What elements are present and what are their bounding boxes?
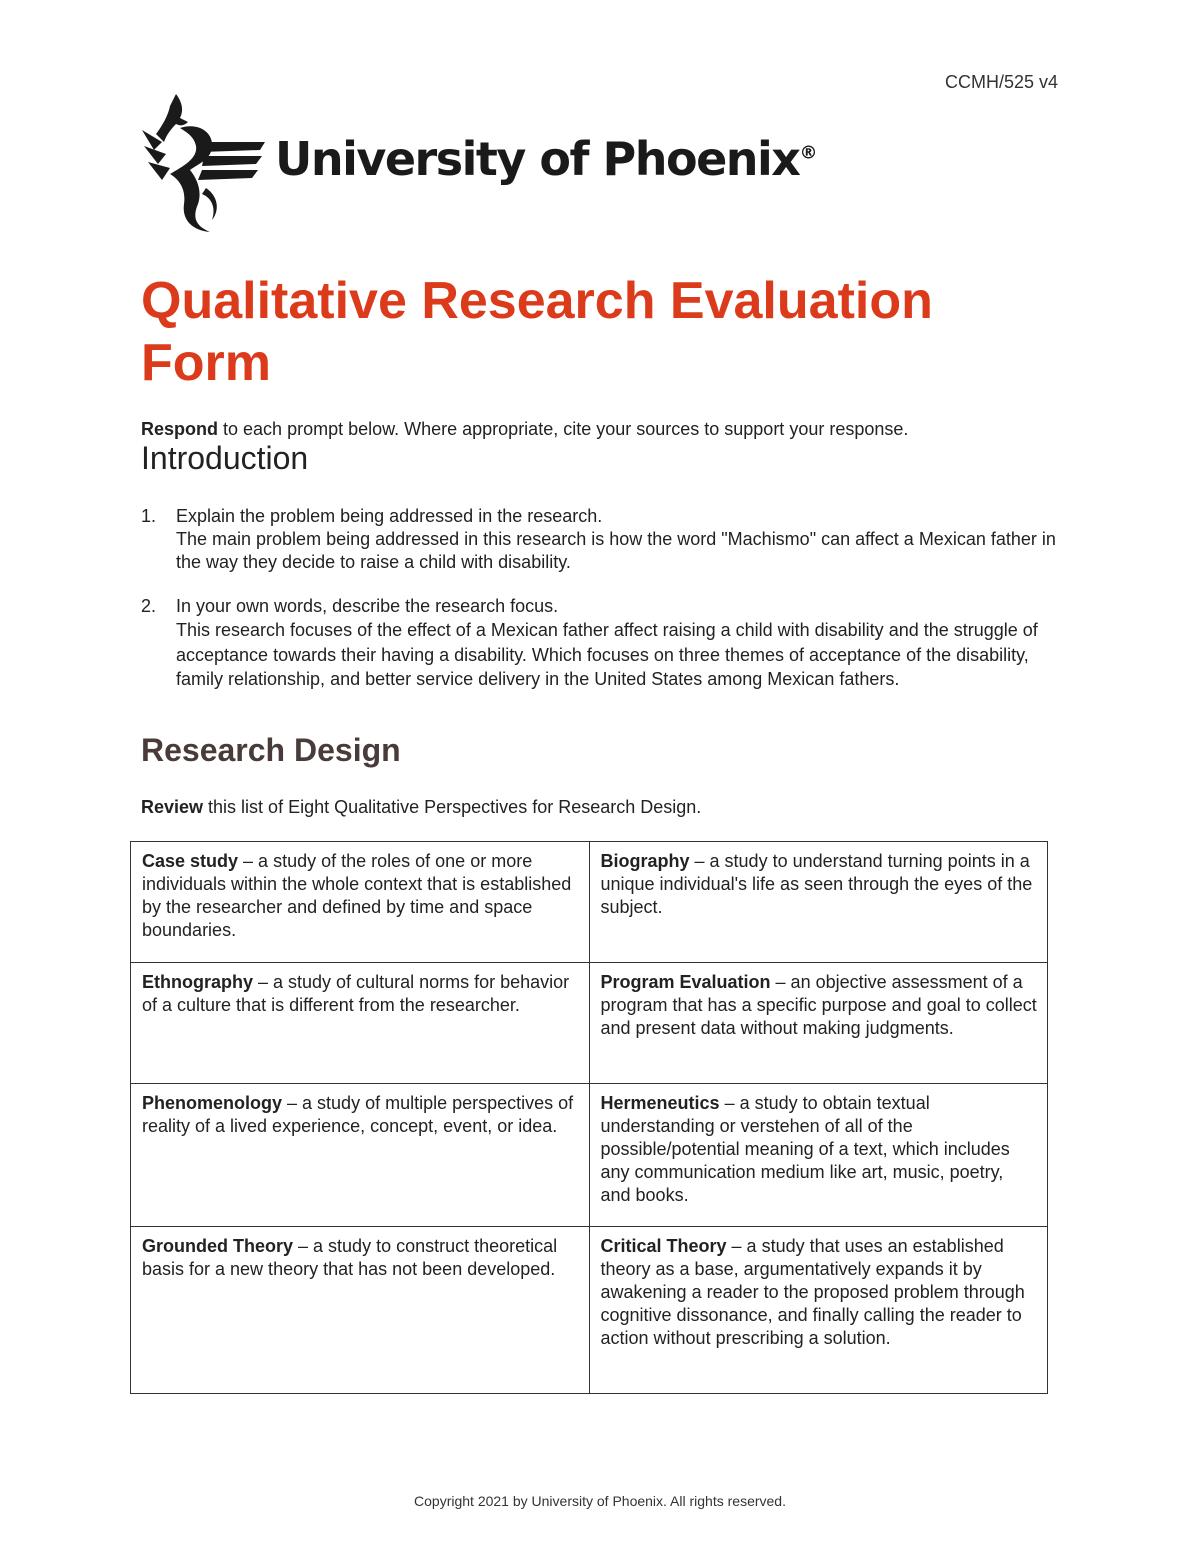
research-design-heading: Research Design: [141, 732, 401, 768]
perspective-definition: – a study to obtain textual understanding or verstehen of all of the possible/potential meaning of a text, which includes any communication medium like art, music, poetry, and books.: [600, 1093, 1010, 1205]
perspective-definition: – a study that uses an established theory as a base, argumentatively expands it by awakening a reader to the proposed problem through cognitive dissonance, and finally calling the reader to action without prescribing a solution.: [600, 1236, 1025, 1348]
perspective-cell-grounded-theory: [131, 1227, 590, 1394]
review-instructions: [141, 797, 1041, 818]
perspectives-table: [130, 841, 1048, 1394]
perspective-definition: – an objective assessment of a program that has a specific purpose and goal to collect and present data without making judgments.: [600, 972, 1037, 1038]
university-wordmark: [275, 132, 817, 186]
table-row: [131, 842, 1048, 963]
list-item: [141, 505, 1071, 574]
table-row: [131, 963, 1048, 1084]
list-item: [141, 595, 1071, 692]
introduction-heading: Introduction: [141, 440, 309, 476]
perspective-term: Program Evaluation: [600, 972, 771, 992]
perspective-definition: – a study of cultural norms for behavior of a culture that is different from the researcher.: [142, 972, 570, 1015]
perspective-definition: – a study of the roles of one or more individuals within the whole context that is established by the researcher and defined by time and space boundaries.: [142, 851, 572, 940]
registered-mark: ®: [799, 142, 818, 164]
list-number: 1.: [141, 506, 157, 526]
review-text: this list of Eight Qualitative Perspectives for Research Design.: [203, 797, 702, 817]
perspective-cell-critical-theory: [589, 1227, 1048, 1394]
instructions-bold: Respond: [141, 419, 219, 439]
table-row: [131, 1084, 1048, 1227]
perspective-definition: – a study to construct theoretical basis for a new theory that has not been developed.: [142, 1236, 558, 1279]
perspective-definition: – a study of multiple perspectives of reality of a lived experience, concept, event, or idea.: [142, 1093, 574, 1136]
perspective-cell-biography: [589, 842, 1048, 963]
question-answer: This research focuses of the effect of a Mexican father affect raising a child with disability and the struggle of acceptance towards their having a disability. Which focuses on three themes of acceptance of the disability, family relationship, and better service delivery in the United States among Mexican fathers.: [176, 620, 1038, 689]
course-code: CCMH/525 v4: [944, 72, 1058, 92]
question-prompt: Explain the problem being addressed in the research.: [176, 506, 603, 526]
university-logo: [140, 92, 818, 232]
question-prompt: In your own words, describe the research focus.: [176, 596, 559, 616]
perspective-definition: – a study to understand turning points in a unique individual's life as seen through the eyes of the subject.: [600, 851, 1033, 917]
instructions-text: to each prompt below. Where appropriate, cite your sources to support your response.: [218, 419, 909, 439]
review-bold: Review: [141, 797, 204, 817]
instructions: [141, 419, 1101, 440]
perspective-cell-ethnography: [131, 963, 590, 1084]
perspective-term: Critical Theory: [600, 1236, 727, 1256]
perspective-term: Phenomenology: [142, 1093, 283, 1113]
perspective-term: Hermeneutics: [600, 1093, 720, 1113]
perspective-cell-hermeneutics: [589, 1084, 1048, 1227]
perspective-cell-phenomenology: [131, 1084, 590, 1227]
perspective-cell-case-study: [131, 842, 590, 963]
perspective-cell-program-evaluation: [589, 963, 1048, 1084]
perspective-term: Case study: [142, 851, 239, 871]
list-number: 2.: [141, 596, 157, 616]
perspective-term: Biography: [600, 851, 690, 871]
perspective-term: Grounded Theory: [142, 1236, 294, 1256]
phoenix-bird-icon: [140, 92, 265, 232]
wordmark-text: University of Phoenix: [275, 132, 800, 186]
copyright-footer: Copyright 2021 by University of Phoenix. All rights reserved.: [414, 1493, 786, 1509]
page-title: Qualitative Research Evaluation Form: [141, 272, 933, 392]
perspective-term: Ethnography: [142, 972, 253, 992]
question-answer: The main problem being addressed in this research is how the word "Machismo" can affect a Mexican father in the way they decide to raise a child with disability.: [176, 529, 1056, 572]
table-row: [131, 1227, 1048, 1394]
